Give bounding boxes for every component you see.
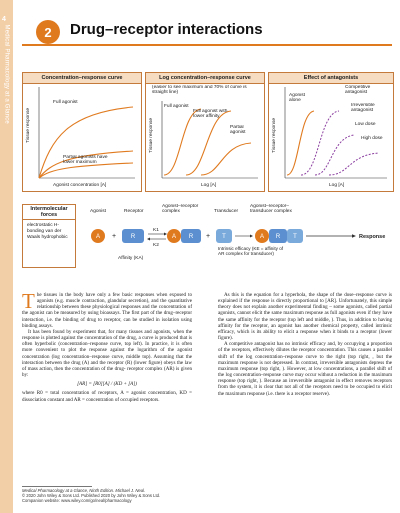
panel-title: Log concentration–response curve xyxy=(146,73,264,84)
efficacy-label: Intrinsic efficacy (KE = affinity of AR complex for transducer) xyxy=(218,246,284,257)
panel-concentration-response xyxy=(22,72,142,192)
label-low-dose: Low dose xyxy=(355,122,376,127)
label-irreversible: Irreversible antagonist xyxy=(351,103,375,114)
y-axis-label: Tissue response xyxy=(26,107,31,143)
drop-cap: T xyxy=(22,289,35,313)
label-partial-agonists: Partial agonists have lower maximum xyxy=(63,155,108,166)
ar-receptor-label: R xyxy=(188,234,194,240)
page-number: 4 xyxy=(2,16,6,23)
footer xyxy=(22,488,222,504)
label-transducer: Transducer xyxy=(214,209,239,214)
agonist-node-label: A xyxy=(95,234,101,240)
paragraph: he tissues in the body have only a few basic responses when exposed to agonists (e.g. muscle contraction, glandular secretion), and the quantitative relationship between these physiological responses and the concentration of the agonist can be measured by using bioassays. The first part of the drug–receptor interaction, i.e. the binding of drug to receptor, can be studied in isolation using binding assays. xyxy=(22,292,192,329)
label-ternary: Agonist–receptor–transducer complex xyxy=(250,204,292,215)
paragraph: where R0 = total concentration of receptors, A = agonist concentration, KD = dissociation constant and AR = concentration of occupied receptors. xyxy=(22,390,192,403)
receptor-diagram xyxy=(22,202,392,280)
partial-agonist-curve xyxy=(201,143,251,175)
ar-agonist-label: A xyxy=(171,234,177,240)
label-partial-agonist: Partial agonist xyxy=(230,125,246,136)
label-receptor: Receptor xyxy=(124,209,144,214)
competitive-antagonist-curve xyxy=(301,111,339,175)
header-rule xyxy=(22,44,392,46)
forces-title: Intermolecular forces xyxy=(23,205,75,220)
art-transducer-label: T xyxy=(293,234,297,240)
x-axis-label: Agonist concentration [A] xyxy=(53,183,107,188)
x-axis-label: Log [A] xyxy=(201,183,217,188)
footer-rule xyxy=(22,486,92,487)
receptor-node-label: R xyxy=(130,234,136,240)
affinity-label: Affinity (KA) xyxy=(118,256,144,261)
footer-line-1: Medical Pharmacology at a Glance, Ninth Edition. Michael J. Neal. xyxy=(22,488,146,493)
paragraph: As this is the equation for a hyperbola, the shape of the dose–response curve is explained if the response is directly proportional to [AR]. Unfortunately, this simple theory does not explain another experimental finding – some agonists, called partial agonists, cannot elicit the same maximum response as full agonists even if they have the same affinity for the receptor (top left and middle, ). Thus, in addition to having affinity for the receptor, an agonist has another chemical property, called intrinsic efficacy, which is its ability to elicit a response when it binds to a receptor (lower figure). xyxy=(218,292,392,342)
agonist-alone-curve xyxy=(287,111,314,175)
body-left-column xyxy=(22,289,192,403)
panel-plot xyxy=(146,83,264,191)
y-axis-label: Tissue response xyxy=(149,117,154,153)
response-label: Response xyxy=(359,234,386,240)
chapter-number-badge: 2 xyxy=(36,20,60,44)
formula: [AR] = [R0][A] / (KD + [A]) xyxy=(77,381,137,388)
paragraph: It has been found by experiment that, for many tissues and agonists, when the response is plotted against the concentration of the drug, a curve is produced that is often hyperbolic (concentration–response curve, top left). In practice, it is often more convenient to plot the response against the logarithm of the agonist concentration (log concentration–response curve, middle top). Assuming that the interaction between the drug (A) and the receptor (R) (lower figure) obeys the law of mass action, then the concentration of the drug- receptor complex (AR) is given by: xyxy=(22,328,192,379)
panel-log-concentration-response xyxy=(145,72,265,192)
y-axis-label: Tissue response xyxy=(272,117,277,153)
footer-line-3: Companion website: www.wiley.com/go/neal/pharmacology xyxy=(22,498,132,504)
x-axis-label: Log [A] xyxy=(329,183,345,188)
panel-title: Concentration–response curve xyxy=(23,73,141,84)
plus-sign: + xyxy=(112,233,117,240)
label-full-agonist: Full agonist xyxy=(164,104,189,109)
k1-label: K1 xyxy=(153,228,159,233)
k2-label: K2 xyxy=(153,243,159,248)
label-agonist-alone: Agonist alone xyxy=(289,93,305,104)
label-competitive: Competitive antagonist xyxy=(345,85,371,96)
low-dose-curve xyxy=(315,135,354,175)
label-full-agonist: Full agonist xyxy=(53,100,78,105)
panel-plot xyxy=(23,83,141,191)
chapter-title: Drug–receptor interactions xyxy=(70,21,263,38)
sidebar-strip xyxy=(0,0,13,513)
plus-sign-2: + xyxy=(206,233,211,240)
art-receptor-label: R xyxy=(275,234,281,240)
panel-title: Effect of antagonists xyxy=(269,73,393,84)
panel-effect-of-antagonists xyxy=(268,72,394,192)
panel-plot xyxy=(269,83,393,191)
running-head: Medical Pharmacology at a Glance xyxy=(3,24,10,124)
forces-list: electrostatic H-bonding van der Waals hydrophobic xyxy=(27,223,68,240)
label-high-dose: High dose xyxy=(361,136,383,141)
high-dose-curve xyxy=(329,153,379,175)
label-full-agonist-lower-affinity: Full agonist with lower affinity xyxy=(193,109,228,120)
art-agonist-label: A xyxy=(259,234,265,240)
footer-line-2: © 2020 John Wiley & Sons Ltd. Published 2020 by John Wiley & Sons Ltd. xyxy=(22,493,161,499)
transducer-node-label: T xyxy=(222,234,226,240)
note-label: (easier to see maximum and 70% of curve is straight line) xyxy=(152,85,247,96)
label-agonist: Agonist xyxy=(90,209,106,214)
label-complex: Agonist–receptor complex xyxy=(162,204,199,215)
paragraph: A competitive antagonist has no intrinsic efficacy and, by occupying a proportion of the receptors, effectively dilutes the receptor concentration. This causes a parallel shift of the log concentration–response curve to the right (top right, , but the maximum response is not depressed. In contrast, irreversible antagonists depress the maximum response (top right, ). However, at low concentrations, a parallel shift of the log concentration–response curve may occur without a reduction in the maximum response (top right, ). Because an irreversible antagonist in effect removes receptors from the system, it is clear that not all of the receptors need to be occupied to elicit the maximum response (i.e. there is a receptor reserve). xyxy=(218,341,392,397)
body-right-column xyxy=(218,292,392,397)
